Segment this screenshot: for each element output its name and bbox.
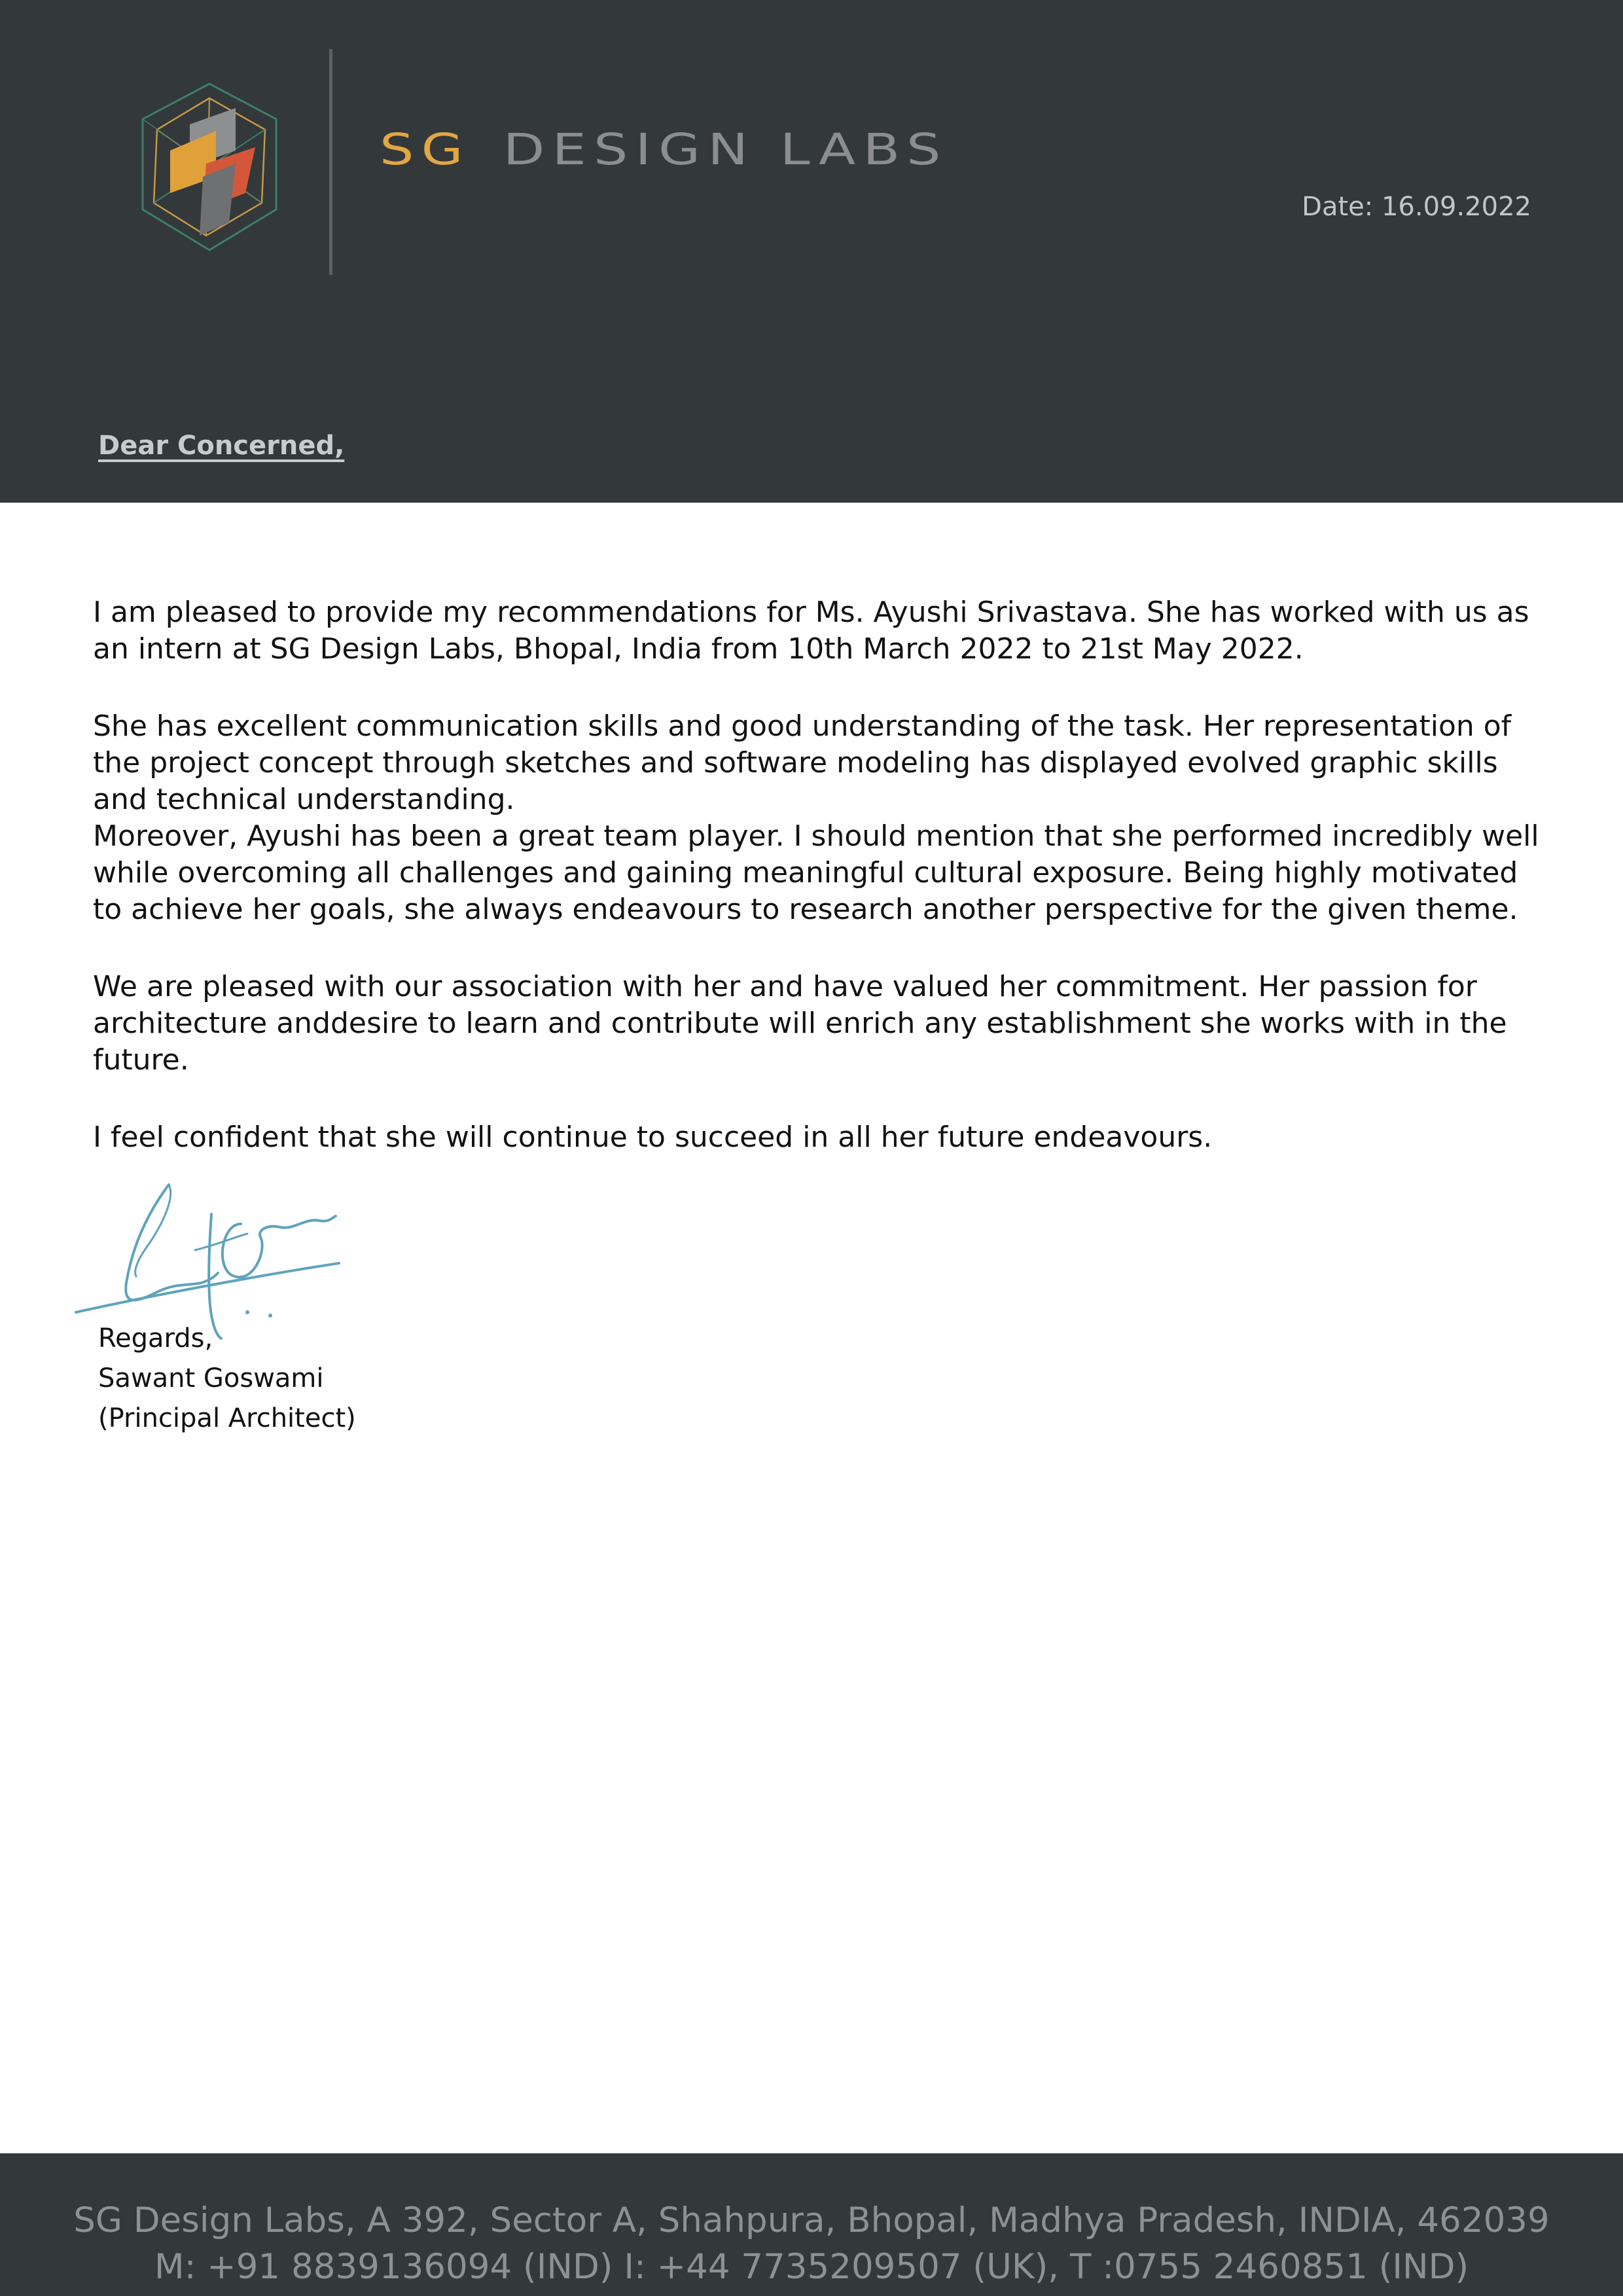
wordmark-sg: SG	[380, 124, 471, 175]
signatory-name: Sawant Goswami	[98, 1363, 324, 1393]
wordmark-design-labs: DESIGN LABS	[503, 124, 948, 175]
paragraph-teamwork: Moreover, Ayushi has been a great team player. I should mention that she performed incredibly well while overcoming all challenges and gaining meaningful cultural exposure. Being highly motivated to achieve her goals, she always endeavours to research another perspective for the given theme.	[93, 819, 1539, 926]
handwritten-signature	[71, 1172, 346, 1342]
signatory-title: (Principal Architect)	[98, 1403, 356, 1433]
paragraph-skills: She has excellent communication skills and good understanding of the task. Her representation of the project concept through sketches and software modeling has displayed evolved graphic skills and technical understanding.	[93, 709, 1512, 816]
salutation: Dear Concerned,	[98, 431, 345, 461]
company-wordmark	[380, 124, 948, 183]
footer-contact: M: +91 8839136094 (IND) I: +44 7735209507 (UK), T :0755 2460851 (IND)	[154, 2247, 1469, 2287]
closing-block	[98, 1319, 356, 1439]
sg-logo-icon	[131, 79, 288, 255]
letter-body	[93, 594, 1543, 1156]
footer-address: SG Design Labs, A 392, Sector A, Shahpura, Bhopal, Madhya Pradesh, INDIA, 462039	[73, 2200, 1550, 2240]
paragraph-intro: I am pleased to provide my recommendations for Ms. Ayushi Srivastava. She has worked with us as an intern at SG Design Labs, Bhopal, India from 10th March 2022 to 21st May 2022.	[93, 596, 1529, 666]
closing-regards: Regards,	[98, 1323, 213, 1354]
letterhead-footer	[0, 2153, 1623, 2296]
letterhead-header	[0, 0, 1623, 503]
letter-date: Date: 16.09.2022	[1302, 192, 1531, 222]
logo-divider	[329, 49, 332, 275]
paragraph-confidence: I feel confident that she will continue to succeed in all her future endeavours.	[93, 1121, 1213, 1154]
paragraph-association: We are pleased with our association with her and have valued her commitment. Her passion for architecture anddesire to learn and contribute will enrich any establishment she works with in the future.	[93, 970, 1507, 1077]
